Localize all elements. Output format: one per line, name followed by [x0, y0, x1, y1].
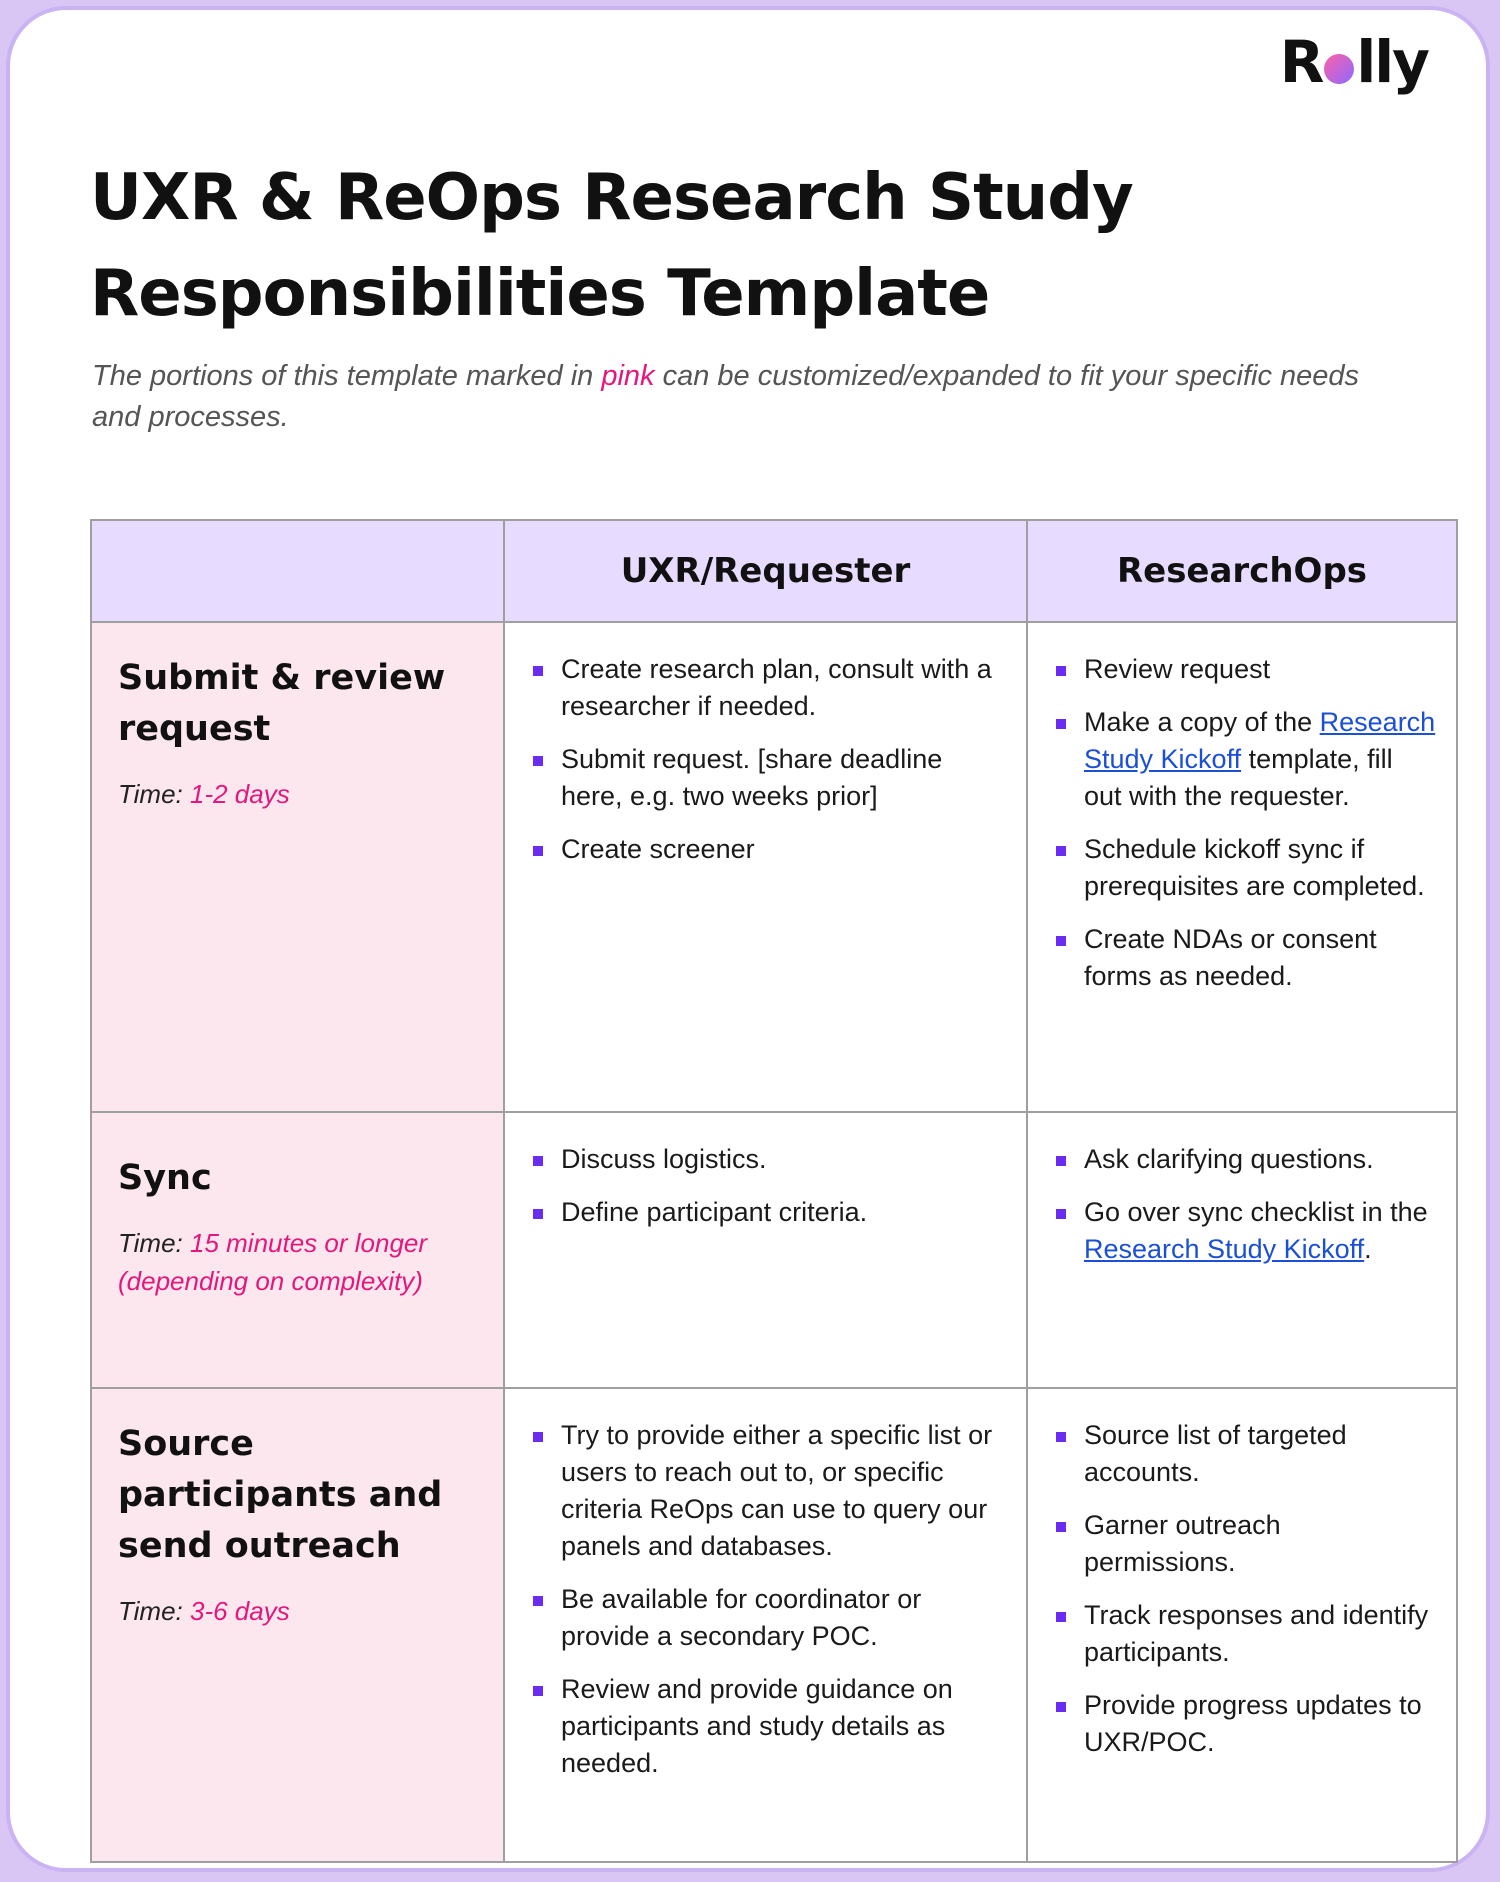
- list-item: [533, 651, 1006, 725]
- uxr-list: [505, 1113, 1026, 1231]
- stage-time: [118, 775, 477, 813]
- research-study-kickoff-link[interactable]: Research Study Kickoff: [1084, 1234, 1365, 1264]
- header-cell-stage: [91, 520, 504, 622]
- logo-dot-icon: [1324, 54, 1354, 84]
- list-item: [1056, 831, 1436, 905]
- table-row: [91, 1388, 1457, 1862]
- time-label: Time:: [118, 1228, 190, 1258]
- list-item: [533, 1194, 1006, 1231]
- list-item: [533, 1581, 1006, 1655]
- page-title: [90, 150, 1290, 342]
- list-item-text: Discuss logistics.: [561, 1144, 767, 1174]
- list-item-text: Try to provide either a specific list or users to reach out to, or specific criteria ReOps can use to query our panels and databases.: [561, 1420, 993, 1561]
- stage-name: Sync: [118, 1158, 212, 1198]
- bullet-icon: [1056, 1156, 1066, 1166]
- list-item: [1056, 1507, 1436, 1581]
- bullet-icon: [1056, 666, 1066, 676]
- bullet-icon: [1056, 1702, 1066, 1712]
- researchops-list: [1028, 623, 1456, 995]
- logo-letters: lly: [1356, 28, 1428, 96]
- page-subtitle: [92, 356, 1412, 438]
- researchops-cell: [1027, 622, 1457, 1112]
- logo-letter: R: [1279, 28, 1323, 96]
- table-row: [91, 622, 1457, 1112]
- list-item: [1056, 651, 1436, 688]
- bullet-icon: [533, 1596, 543, 1606]
- list-item-text: Make a copy of the: [1084, 707, 1320, 737]
- bullet-icon: [1056, 1522, 1066, 1532]
- time-value: 15 minutes or longer (depending on complexity): [118, 1228, 428, 1296]
- bullet-icon: [533, 666, 543, 676]
- bullet-icon: [1056, 1612, 1066, 1622]
- researchops-cell: [1027, 1388, 1457, 1862]
- list-item: [533, 741, 1006, 815]
- uxr-list: [505, 1389, 1026, 1782]
- header-cell-uxr: UXR/Requester: [504, 520, 1027, 622]
- title-line-2: Responsibilities Template: [90, 257, 990, 331]
- list-item-text-end: template, fill out with the requester.: [1084, 744, 1393, 811]
- stage-cell: [91, 1112, 504, 1388]
- stage-time: [118, 1592, 477, 1630]
- list-item: [1056, 704, 1436, 815]
- list-item-text: Source list of targeted accounts.: [1084, 1420, 1347, 1487]
- list-item-text: Provide progress updates to UXR/POC.: [1084, 1690, 1422, 1757]
- list-item: [1056, 1194, 1436, 1268]
- bullet-icon: [533, 1432, 543, 1442]
- list-item-text: Define participant criteria.: [561, 1197, 868, 1227]
- bullet-icon: [533, 1156, 543, 1166]
- list-item-text: Garner outreach permissions.: [1084, 1510, 1281, 1577]
- list-item-text: Review and provide guidance on participants and study details as needed.: [561, 1674, 953, 1778]
- list-item-text: Track responses and identify participants.: [1084, 1600, 1429, 1667]
- list-item-text: Create research plan, consult with a researcher if needed.: [561, 654, 992, 721]
- table-row: [91, 1112, 1457, 1388]
- list-item-text: Create NDAs or consent forms as needed.: [1084, 924, 1377, 991]
- researchops-list: [1028, 1113, 1456, 1268]
- bullet-icon: [1056, 936, 1066, 946]
- table-header-row: [91, 520, 1457, 622]
- list-item-text: Create screener: [561, 834, 755, 864]
- researchops-cell: [1027, 1112, 1457, 1388]
- rally-logo: [1280, 28, 1428, 96]
- uxr-cell: [504, 1112, 1027, 1388]
- bullet-icon: [1056, 719, 1066, 729]
- bullet-icon: [1056, 1432, 1066, 1442]
- header-cell-researchops: ResearchOps: [1027, 520, 1457, 622]
- list-item-text: Review request: [1084, 654, 1271, 684]
- stage-cell: [91, 622, 504, 1112]
- bullet-icon: [533, 1686, 543, 1696]
- list-item: [1056, 1597, 1436, 1671]
- uxr-cell: [504, 1388, 1027, 1862]
- list-item: [533, 1417, 1006, 1565]
- time-value: 3-6 days: [190, 1596, 290, 1626]
- list-item-text: Be available for coordinator or provide a secondary POC.: [561, 1584, 922, 1651]
- list-item: [1056, 1417, 1436, 1491]
- uxr-list: [505, 623, 1026, 868]
- subtitle-pink-word: pink: [601, 360, 655, 392]
- research-study-kickoff-link[interactable]: Research Study Kickoff: [1084, 707, 1436, 774]
- list-item: [1056, 1141, 1436, 1178]
- time-label: Time:: [118, 779, 190, 809]
- list-item: [533, 1141, 1006, 1178]
- subtitle-text: The portions of this template marked in: [92, 360, 602, 392]
- list-item: [1056, 921, 1436, 995]
- list-item: [533, 1671, 1006, 1782]
- stage-time: [118, 1224, 477, 1300]
- stage-name: Source participants and send outreach: [118, 1424, 443, 1566]
- responsibilities-table: [90, 519, 1458, 1863]
- time-value: 1-2 days: [190, 779, 290, 809]
- researchops-list: [1028, 1389, 1456, 1761]
- uxr-cell: [504, 622, 1027, 1112]
- bullet-icon: [533, 1209, 543, 1219]
- title-line-1: UXR & ReOps Research Study: [90, 161, 1133, 235]
- bullet-icon: [533, 846, 543, 856]
- stage-cell: [91, 1388, 504, 1862]
- list-item: [533, 831, 1006, 868]
- subtitle-text-end: can be customized/expanded to fit your specific needs and processes.: [92, 360, 1360, 433]
- bullet-icon: [1056, 1209, 1066, 1219]
- time-label: Time:: [118, 1596, 190, 1626]
- list-item-text: Ask clarifying questions.: [1084, 1144, 1374, 1174]
- stage-name: Submit & review request: [118, 658, 446, 749]
- bullet-icon: [1056, 846, 1066, 856]
- list-item-text: Submit request. [share deadline here, e.g. two weeks prior]: [561, 744, 943, 811]
- list-item: [1056, 1687, 1436, 1761]
- document-card: [6, 6, 1490, 1872]
- list-item-text-end: .: [1364, 1234, 1372, 1264]
- list-item-text: Go over sync checklist in the: [1084, 1197, 1428, 1227]
- list-item-text: Schedule kickoff sync if prerequisites are completed.: [1084, 834, 1425, 901]
- bullet-icon: [533, 756, 543, 766]
